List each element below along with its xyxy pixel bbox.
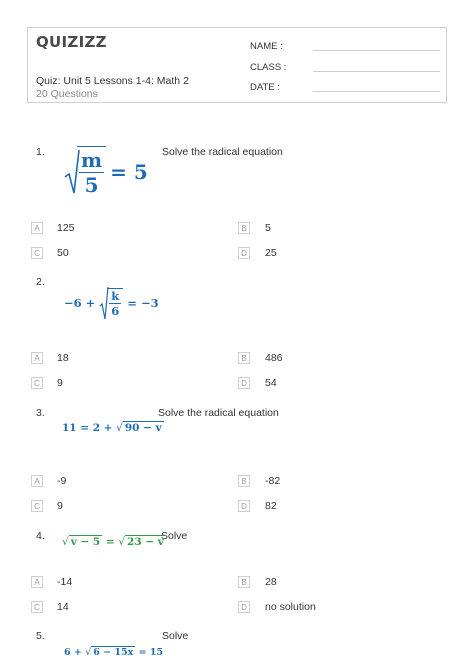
option-text: 125 <box>57 222 75 234</box>
equals-sign: = <box>102 536 119 548</box>
worksheet-header <box>27 27 447 103</box>
option-text: 9 <box>57 377 63 389</box>
option-letter[interactable]: D <box>238 377 250 389</box>
option-letter[interactable]: D <box>238 601 250 613</box>
option-letter[interactable]: D <box>238 247 250 259</box>
radical-sign-icon: √ <box>85 647 92 658</box>
denominator: 5 <box>84 173 99 197</box>
question-instruction: Solve the radical equation <box>162 146 283 158</box>
question-number: 3. <box>36 407 45 419</box>
option-text: -14 <box>57 576 73 588</box>
option-letter[interactable]: B <box>238 222 250 234</box>
option-text: 50 <box>57 247 69 259</box>
equation-lhs: 6 + <box>64 647 86 658</box>
date-field[interactable] <box>250 82 440 93</box>
question-instruction: Solve the radical equation <box>158 407 279 419</box>
equation-5 <box>64 647 163 658</box>
radical-sign-icon: √ <box>116 422 123 434</box>
equation-3 <box>62 422 164 434</box>
question-number: 4. <box>36 530 45 542</box>
option-text: -9 <box>57 475 67 487</box>
option-letter[interactable]: A <box>31 352 43 364</box>
class-line <box>313 71 440 72</box>
date-label: DATE : <box>250 82 280 93</box>
denominator: 6 <box>111 304 120 318</box>
name-line <box>313 50 440 51</box>
equation-lhs: 11 = 2 + <box>62 422 117 434</box>
equation-rhs: = 15 <box>135 647 164 658</box>
equation-lhs: −6 + <box>64 296 100 310</box>
option-text: 14 <box>57 601 69 613</box>
option-letter[interactable]: B <box>238 475 250 487</box>
equation-1 <box>64 146 148 197</box>
class-field[interactable] <box>250 62 440 73</box>
quiz-title: Quiz: Unit 5 Lessons 1-4: Math 2 <box>36 75 189 87</box>
radicand: 6 − 15x <box>93 647 134 658</box>
question-count: 20 Questions <box>36 88 98 100</box>
quizizz-logo: QUIZIZZ <box>36 33 107 51</box>
equation-2 <box>64 286 159 320</box>
option-letter[interactable]: D <box>238 500 250 512</box>
radicand-left: v − 5 <box>70 536 101 548</box>
radical-sign-icon: √ <box>62 536 69 548</box>
option-letter[interactable]: C <box>31 500 43 512</box>
option-text: 28 <box>265 576 277 588</box>
option-text: 54 <box>265 377 277 389</box>
radicand: 90 − v <box>124 422 162 434</box>
question-number: 2. <box>36 276 45 288</box>
radical-sign-icon: √ <box>118 536 126 548</box>
option-letter[interactable]: B <box>238 352 250 364</box>
option-letter[interactable]: C <box>31 247 43 259</box>
option-letter[interactable]: A <box>31 222 43 234</box>
option-text: 82 <box>265 500 277 512</box>
numerator: m <box>81 148 103 172</box>
equation-rhs: = 5 <box>110 159 148 184</box>
question-instruction: Solve <box>162 630 189 642</box>
question-instruction: Solve <box>161 530 188 542</box>
option-text: 5 <box>265 222 271 234</box>
option-letter[interactable]: C <box>31 377 43 389</box>
equation-4 <box>62 536 166 548</box>
option-letter[interactable]: A <box>31 576 43 588</box>
question-number: 5. <box>36 630 45 642</box>
radicand-right: 23 − v <box>127 536 164 548</box>
option-text: 25 <box>265 247 277 259</box>
option-letter[interactable]: B <box>238 576 250 588</box>
question-number: 1. <box>36 146 45 158</box>
class-label: CLASS : <box>250 62 287 73</box>
numerator: k <box>109 289 121 304</box>
equation-rhs: = −3 <box>123 296 159 310</box>
option-text: 18 <box>57 352 69 364</box>
option-text: 486 <box>265 352 283 364</box>
option-text: -82 <box>265 475 281 487</box>
option-letter[interactable]: A <box>31 475 43 487</box>
name-field[interactable] <box>250 41 440 52</box>
option-text: no solution <box>265 601 316 613</box>
option-text: 9 <box>57 500 63 512</box>
option-letter[interactable]: C <box>31 601 43 613</box>
date-line <box>313 91 440 92</box>
name-label: NAME : <box>250 41 283 52</box>
